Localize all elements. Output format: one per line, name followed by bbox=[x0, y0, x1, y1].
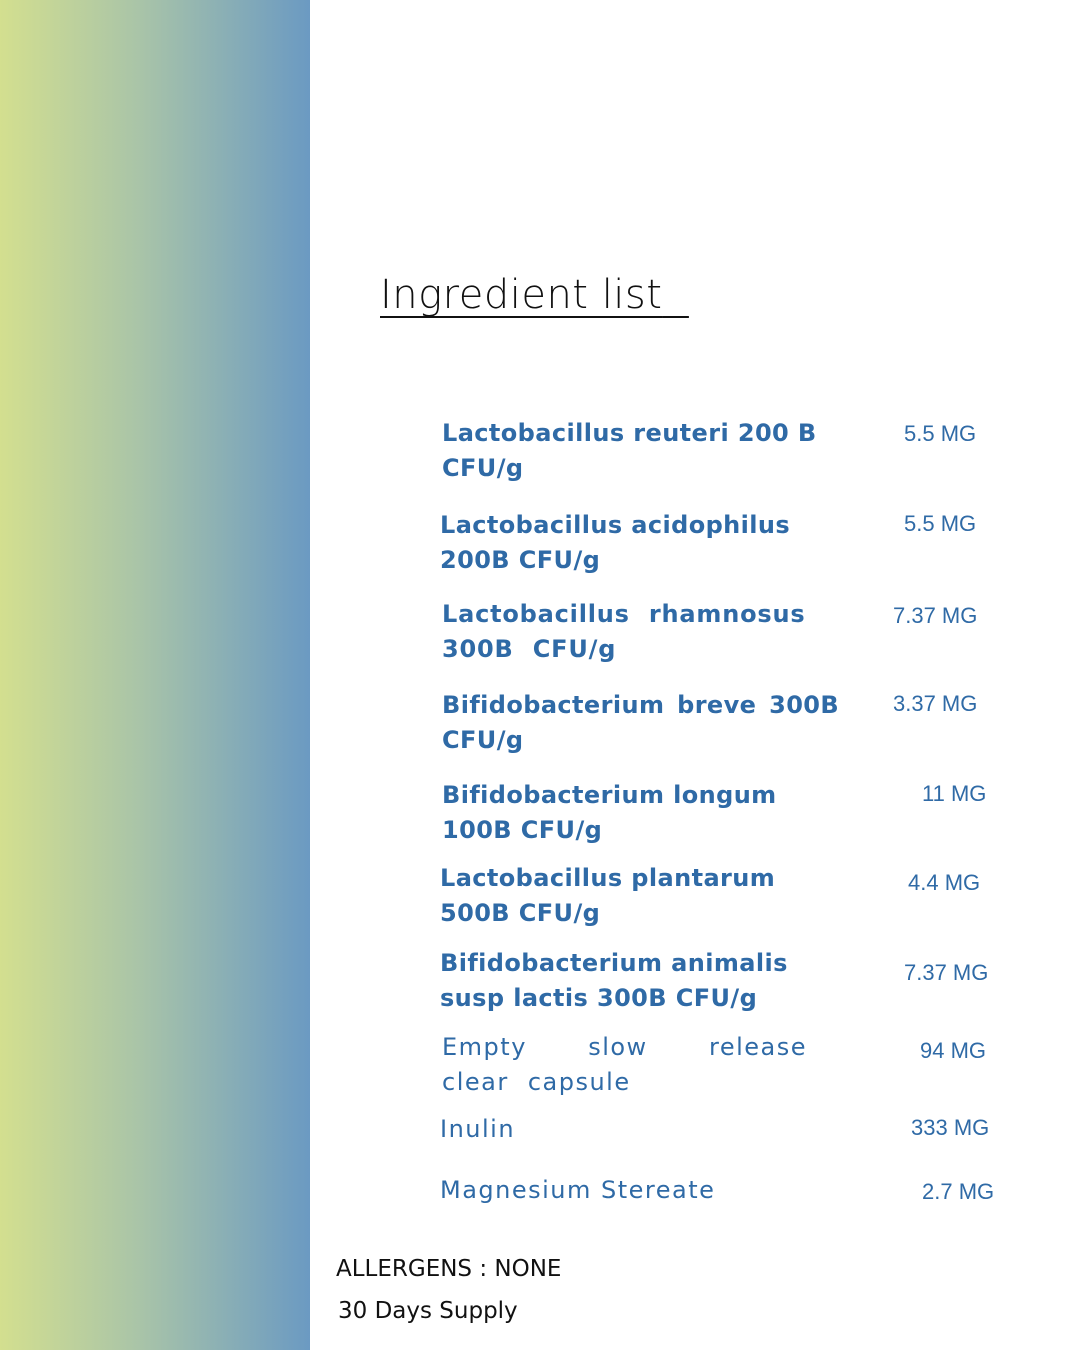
ingredient-amount: 7.37 MG bbox=[893, 603, 978, 628]
ingredient-amount: 5.5 MG bbox=[904, 511, 977, 536]
ingredient-name: Bifidobacterium longum 100B CFU/g bbox=[442, 781, 777, 844]
ingredient-name: Lactobacillus acidophilus 200B CFU/g bbox=[440, 511, 791, 574]
ingredient-amount: 3.37 MG bbox=[893, 691, 978, 716]
ingredient-name: Lactobacillus rhamnosus 300B CFU/g bbox=[442, 600, 806, 663]
ingredient-amount: 11 MG bbox=[922, 781, 987, 806]
page-title bbox=[380, 272, 689, 318]
ingredient-name: Bifidobacterium animalis susp lactis 300B CFU/g bbox=[440, 949, 788, 1012]
allergens-note: ALLERGENS : NONE bbox=[336, 1256, 562, 1282]
ingredient-amount: 7.37 MG bbox=[904, 960, 989, 985]
ingredient-name: Bifidobacterium breve 300B CFU/g bbox=[442, 691, 840, 754]
gradient-side-band bbox=[0, 0, 310, 1350]
ingredient-name: Lactobacillus reuteri 200 B CFU/g bbox=[442, 419, 817, 482]
supply-note: 30 Days Supply bbox=[338, 1298, 518, 1324]
ingredient-name: Empty slow release clear capsule bbox=[442, 1033, 807, 1096]
ingredient-name: Magnesium Stereate bbox=[440, 1176, 716, 1204]
ingredient-name: Inulin bbox=[440, 1115, 516, 1143]
ingredient-amount: 2.7 MG bbox=[922, 1179, 995, 1204]
ingredient-amount: 4.4 MG bbox=[908, 870, 981, 895]
ingredient-name: Lactobacillus plantarum 500B CFU/g bbox=[440, 864, 776, 927]
ingredient-amount: 5.5 MG bbox=[904, 421, 977, 446]
ingredient-amount: 333 MG bbox=[911, 1115, 990, 1140]
page-title-text: Ingredient list bbox=[380, 272, 663, 318]
ingredient-amount: 94 MG bbox=[920, 1038, 987, 1063]
